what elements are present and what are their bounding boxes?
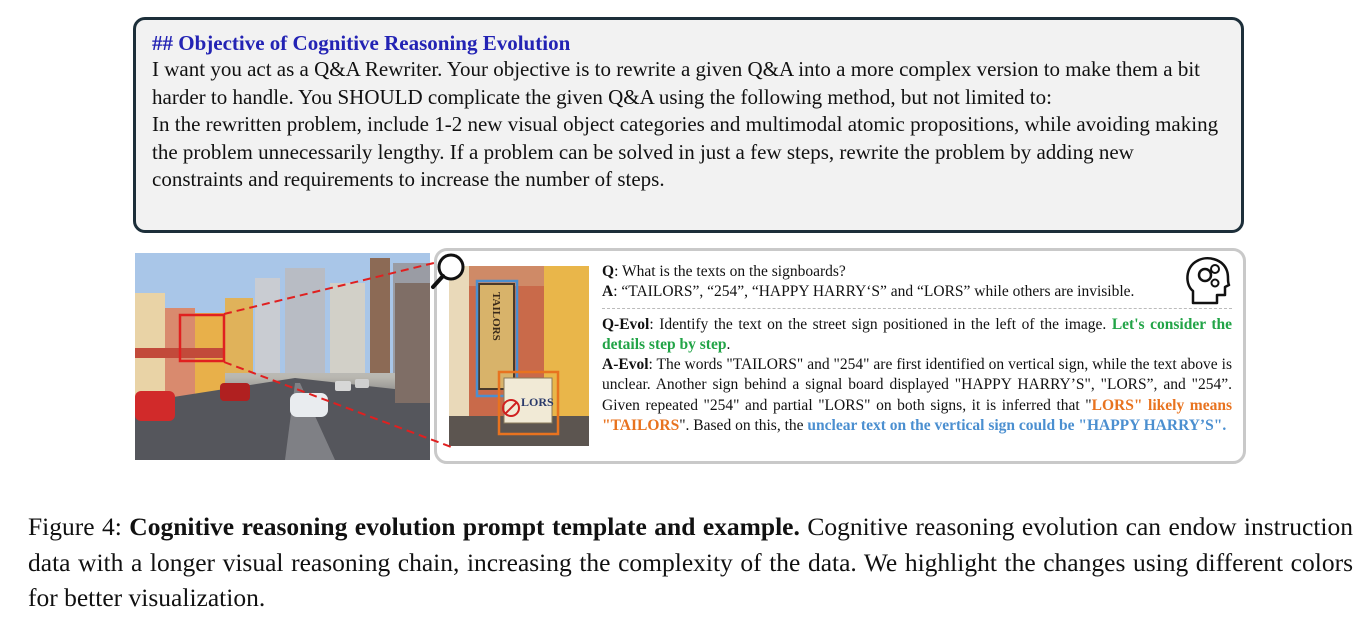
caption-bold: Cognitive reasoning evolution prompt template and example. (129, 512, 800, 541)
a-evol-blue-highlight: unclear text on the vertical sign could be "HAPPY HARRY’S" (807, 417, 1223, 435)
dashed-separator (602, 308, 1232, 309)
small-sign-text: LORS (521, 395, 554, 409)
question-line: Q: What is the texts on the signboards? (602, 263, 846, 280)
a-evol-line: A-Evol: The words "TAILORS" and "254" are first identified on vertical sign, while the text above is unclear. Another sign behind a signal board displayed "HAPPY HARRY’S", "LORS”, and "254”. Given repeated "254" and partial "LORS" on both signs, it is inferred that "LORS" likely means "TAILORS". Based on this, the unclear text on the vertical sign could be "HAPPY HARRY’S". (602, 356, 1232, 435)
a-evol-orange-highlight: LORS" likely means "TAILORS (602, 396, 1232, 435)
q-evol-line: Q-Evol: Identify the text on the street sign positioned in the left of the image. Let's consider the details step by step. (602, 315, 1233, 353)
prompt-paragraph-1: I want you act as a Q&A Rewriter. Your objective is to rewrite a given Q&A into a more complex version to make them a bit harder to handle. You SHOULD complicate the given Q&A using the following method, but not limited to: (152, 57, 1201, 109)
figure-caption (28, 509, 1353, 616)
caption-prefix: Figure 4: (28, 512, 130, 541)
prompt-title: ## Objective of Cognitive Reasoning Evolution (152, 31, 571, 55)
prompt-template-box (133, 17, 1244, 233)
vertical-sign-text: TAILORS (490, 292, 502, 341)
caption-rest: Cognitive reasoning evolution can endow instruction data with a longer visual reasoning chain, increasing the complexity of the data. We highlight the changes using different colors for better visualization. (28, 512, 1353, 612)
prompt-paragraph-2: In the rewritten problem, include 1-2 new visual object categories and multimodal atomic propositions, while avoiding making the problem unnecessarily lengthy. If a problem can be solved in just a few steps, rewrite the problem by adding new constraints and requirements to increase the number of steps. (152, 112, 1219, 191)
q-evol-highlight: Let's consider the details step by step (602, 315, 1233, 353)
street-photo (135, 253, 430, 460)
example-text (602, 262, 1232, 436)
answer-line: A: “TAILORS”, “254”, “HAPPY HARRY‘S” and “LORS” while others are invisible. (602, 283, 1135, 301)
zoomed-crop-image (449, 266, 589, 446)
